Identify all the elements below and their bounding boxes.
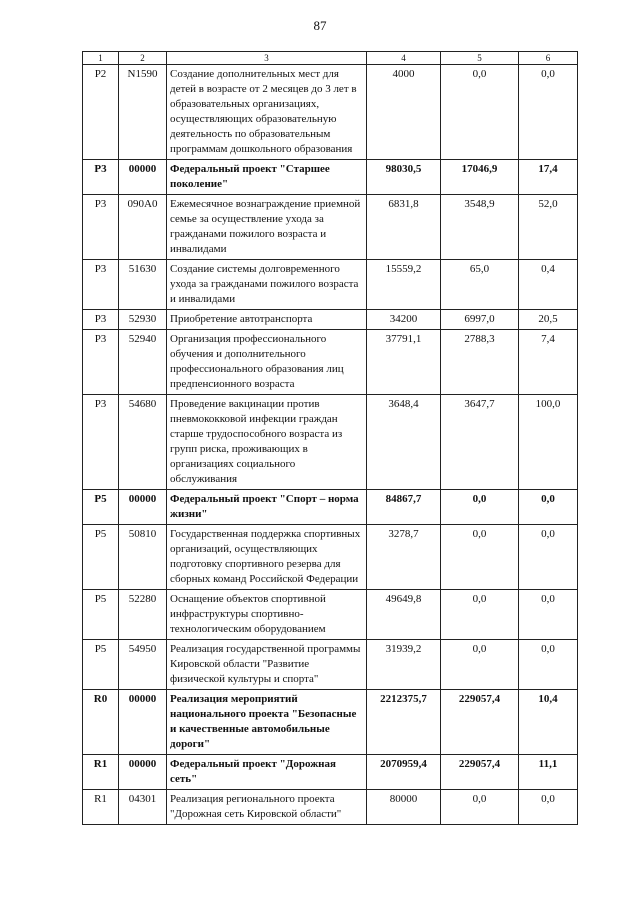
section-code-cell: P3 <box>83 260 119 310</box>
article-code-cell: 52930 <box>119 310 167 330</box>
description-cell: Государственная поддержка спортивных организаций, осуществляющих подготовку спортивного резерва для сборных команд Российской Федерации <box>167 525 367 590</box>
description-cell: Организация профессионального обучения и дополнительного профессионального образования лиц предпенсионного возраста <box>167 330 367 395</box>
executed-amount-cell: 229057,4 <box>441 755 519 790</box>
section-code-cell: R1 <box>83 755 119 790</box>
percent-cell: 17,4 <box>519 160 578 195</box>
article-code-cell: 54950 <box>119 640 167 690</box>
description-cell: Ежемесячное вознаграждение приемной семье за осуществление ухода за гражданами пожилого возраста и инвалидами <box>167 195 367 260</box>
header-row <box>83 52 578 65</box>
table-row <box>83 160 578 195</box>
planned-amount-cell: 2070959,4 <box>367 755 441 790</box>
table-row <box>83 590 578 640</box>
article-code-cell: N1590 <box>119 65 167 160</box>
planned-amount-cell: 31939,2 <box>367 640 441 690</box>
section-code-cell: P5 <box>83 590 119 640</box>
section-code-cell: P5 <box>83 490 119 525</box>
section-code-cell: P3 <box>83 395 119 490</box>
planned-amount-cell: 2212375,7 <box>367 690 441 755</box>
table-row <box>83 260 578 310</box>
table-row <box>83 395 578 490</box>
column-header-1: 1 <box>83 52 119 65</box>
article-code-cell: 50810 <box>119 525 167 590</box>
executed-amount-cell: 3647,7 <box>441 395 519 490</box>
percent-cell: 0,0 <box>519 640 578 690</box>
percent-cell: 11,1 <box>519 755 578 790</box>
column-header-6: 6 <box>519 52 578 65</box>
executed-amount-cell: 0,0 <box>441 590 519 640</box>
description-cell: Федеральный проект "Спорт – норма жизни" <box>167 490 367 525</box>
percent-cell: 20,5 <box>519 310 578 330</box>
executed-amount-cell: 0,0 <box>441 65 519 160</box>
table-body <box>83 65 578 825</box>
table-row <box>83 330 578 395</box>
article-code-cell: 52280 <box>119 590 167 640</box>
table-row <box>83 310 578 330</box>
percent-cell: 0,0 <box>519 490 578 525</box>
planned-amount-cell: 3278,7 <box>367 525 441 590</box>
section-code-cell: P5 <box>83 525 119 590</box>
description-cell: Оснащение объектов спортивной инфраструктуры спортивно-технологическим оборудованием <box>167 590 367 640</box>
percent-cell: 7,4 <box>519 330 578 395</box>
section-code-cell: P2 <box>83 65 119 160</box>
description-cell: Реализация мероприятий национального проекта "Безопасные и качественные автомобильные дороги" <box>167 690 367 755</box>
table-row <box>83 525 578 590</box>
description-cell: Федеральный проект "Дорожная сеть" <box>167 755 367 790</box>
planned-amount-cell: 37791,1 <box>367 330 441 395</box>
table-row <box>83 790 578 825</box>
section-code-cell: R1 <box>83 790 119 825</box>
section-code-cell: P3 <box>83 310 119 330</box>
percent-cell: 0,4 <box>519 260 578 310</box>
article-code-cell: 00000 <box>119 755 167 790</box>
table-header <box>83 52 578 65</box>
budget-table <box>82 51 578 825</box>
table-row <box>83 690 578 755</box>
percent-cell: 0,0 <box>519 590 578 640</box>
percent-cell: 0,0 <box>519 525 578 590</box>
column-header-3: 3 <box>167 52 367 65</box>
percent-cell: 100,0 <box>519 395 578 490</box>
article-code-cell: 04301 <box>119 790 167 825</box>
table-row <box>83 640 578 690</box>
article-code-cell: 00000 <box>119 160 167 195</box>
section-code-cell: R0 <box>83 690 119 755</box>
percent-cell: 10,4 <box>519 690 578 755</box>
executed-amount-cell: 6997,0 <box>441 310 519 330</box>
section-code-cell: P3 <box>83 160 119 195</box>
table-row <box>83 755 578 790</box>
section-code-cell: P3 <box>83 195 119 260</box>
section-code-cell: P3 <box>83 330 119 395</box>
article-code-cell: 54680 <box>119 395 167 490</box>
planned-amount-cell: 80000 <box>367 790 441 825</box>
article-code-cell: 00000 <box>119 690 167 755</box>
executed-amount-cell: 2788,3 <box>441 330 519 395</box>
description-cell: Создание системы долговременного ухода за гражданами пожилого возраста и инвалидами <box>167 260 367 310</box>
table-row <box>83 195 578 260</box>
percent-cell: 0,0 <box>519 790 578 825</box>
description-cell: Реализация регионального проекта "Дорожная сеть Кировской области" <box>167 790 367 825</box>
planned-amount-cell: 3648,4 <box>367 395 441 490</box>
table-row <box>83 65 578 160</box>
section-code-cell: P5 <box>83 640 119 690</box>
column-header-4: 4 <box>367 52 441 65</box>
executed-amount-cell: 0,0 <box>441 640 519 690</box>
planned-amount-cell: 84867,7 <box>367 490 441 525</box>
executed-amount-cell: 3548,9 <box>441 195 519 260</box>
article-code-cell: 090A0 <box>119 195 167 260</box>
planned-amount-cell: 6831,8 <box>367 195 441 260</box>
description-cell: Проведение вакцинации против пневмококковой инфекции граждан старше трудоспособного возраста из групп риска, проживающих в организациях социального обслуживания <box>167 395 367 490</box>
executed-amount-cell: 0,0 <box>441 490 519 525</box>
table-row <box>83 490 578 525</box>
executed-amount-cell: 0,0 <box>441 790 519 825</box>
column-header-2: 2 <box>119 52 167 65</box>
executed-amount-cell: 17046,9 <box>441 160 519 195</box>
article-code-cell: 51630 <box>119 260 167 310</box>
executed-amount-cell: 0,0 <box>441 525 519 590</box>
article-code-cell: 52940 <box>119 330 167 395</box>
column-header-5: 5 <box>441 52 519 65</box>
planned-amount-cell: 49649,8 <box>367 590 441 640</box>
percent-cell: 52,0 <box>519 195 578 260</box>
description-cell: Реализация государственной программы Кировской области "Развитие физической культуры и спорта" <box>167 640 367 690</box>
planned-amount-cell: 98030,5 <box>367 160 441 195</box>
percent-cell: 0,0 <box>519 65 578 160</box>
description-cell: Создание дополнительных мест для детей в возрасте от 2 месяцев до 3 лет в образовательных организациях, осуществляющих образовательную деятельность по образовательным программам дошкольного образования <box>167 65 367 160</box>
planned-amount-cell: 4000 <box>367 65 441 160</box>
description-cell: Приобретение автотранспорта <box>167 310 367 330</box>
description-cell: Федеральный проект "Старшее поколение" <box>167 160 367 195</box>
executed-amount-cell: 229057,4 <box>441 690 519 755</box>
article-code-cell: 00000 <box>119 490 167 525</box>
page-number: 87 <box>313 18 327 33</box>
planned-amount-cell: 34200 <box>367 310 441 330</box>
executed-amount-cell: 65,0 <box>441 260 519 310</box>
planned-amount-cell: 15559,2 <box>367 260 441 310</box>
